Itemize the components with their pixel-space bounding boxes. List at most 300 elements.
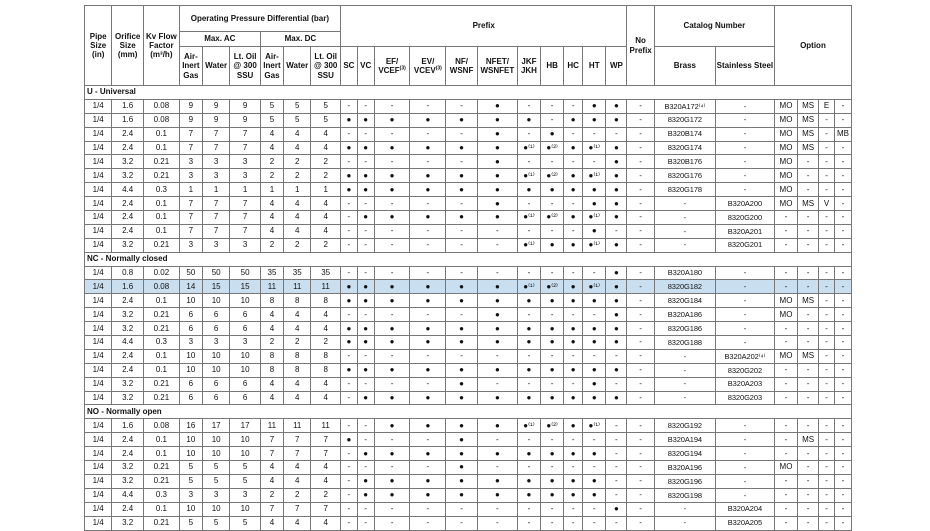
table-cell: - [834, 322, 851, 336]
table-cell: - [340, 516, 357, 530]
table-cell: - [564, 461, 583, 475]
table-cell: - [774, 238, 797, 252]
table-cell: ● [357, 280, 374, 294]
table-cell: ● [357, 141, 374, 155]
table-cell: ● [564, 474, 583, 488]
table-cell: - [583, 349, 606, 363]
table-cell: ● [374, 336, 410, 350]
table-cell: - [819, 224, 835, 238]
section-title: U - Universal [85, 86, 852, 100]
table-cell: - [715, 461, 774, 475]
table-cell: 0.08 [143, 280, 179, 294]
table-cell: - [357, 419, 374, 433]
table-cell: 2 [284, 169, 311, 183]
table-cell: - [715, 488, 774, 502]
table-cell: 8320G178 [654, 183, 715, 197]
table-cell: ● [357, 447, 374, 461]
table-cell: - [374, 238, 410, 252]
table-cell: - [654, 502, 715, 516]
table-cell: - [834, 363, 851, 377]
table-cell: 0.02 [143, 266, 179, 280]
table-cell: - [606, 516, 627, 530]
table-cell: ● [583, 224, 606, 238]
table-cell: ● [477, 197, 517, 211]
table-cell: 3 [202, 488, 229, 502]
table-cell: - [374, 197, 410, 211]
table-cell: - [374, 349, 410, 363]
table-cell: - [357, 155, 374, 169]
table-cell: ● [340, 141, 357, 155]
table-cell: - [819, 474, 835, 488]
table-cell: - [834, 377, 851, 391]
table-cell: ● [374, 141, 410, 155]
table-cell: - [606, 377, 627, 391]
table-cell: 15 [230, 280, 261, 294]
table-cell: - [410, 197, 446, 211]
table-cell: 8320G184 [654, 294, 715, 308]
table-cell: 3 [230, 155, 261, 169]
table-cell: 3.2 [112, 391, 144, 405]
table-cell: ● [564, 488, 583, 502]
table-cell: - [774, 377, 797, 391]
table-header [85, 6, 852, 86]
table-cell: 11 [260, 280, 283, 294]
table-cell: ● [446, 294, 478, 308]
table-cell: 11 [311, 280, 341, 294]
table-cell: 7 [202, 211, 229, 225]
table-cell: 2.4 [112, 502, 144, 516]
table-cell: ● [606, 266, 627, 280]
table-cell: - [541, 113, 564, 127]
table-cell: B320B176 [654, 155, 715, 169]
table-cell: - [517, 155, 540, 169]
table-cell: 3 [179, 336, 202, 350]
table-cell: - [715, 322, 774, 336]
table-cell: 1 [202, 183, 229, 197]
table-cell: 2.4 [112, 224, 144, 238]
table-cell: 1/4 [85, 266, 112, 280]
table-cell: 4 [311, 391, 341, 405]
table-cell: 4 [284, 211, 311, 225]
table-cell: 2.4 [112, 363, 144, 377]
table-cell: - [798, 155, 819, 169]
table-cell: - [357, 377, 374, 391]
table-cell: - [564, 349, 583, 363]
table-cell: ● [446, 336, 478, 350]
table-cell: - [654, 516, 715, 530]
table-cell: 8 [284, 363, 311, 377]
table-cell: 8 [260, 363, 283, 377]
table-cell: 4 [284, 197, 311, 211]
table-cell: MS [798, 113, 819, 127]
table-cell: ● [583, 377, 606, 391]
table-cell: 7 [260, 447, 283, 461]
section-header-row [85, 405, 852, 419]
header-no-prefix: No Prefix [627, 6, 654, 86]
header-prefix-wp: WP [606, 47, 627, 86]
table-cell: 8320G176 [654, 169, 715, 183]
table-cell: - [340, 211, 357, 225]
table-cell: 8 [260, 349, 283, 363]
table-cell: 3 [202, 169, 229, 183]
table-cell: 7 [179, 141, 202, 155]
table-cell: - [654, 349, 715, 363]
table-cell: - [627, 322, 654, 336]
table-row [85, 391, 852, 405]
table-cell: ● [606, 183, 627, 197]
table-cell: - [564, 127, 583, 141]
table-cell: 1/4 [85, 308, 112, 322]
table-cell: ● [564, 391, 583, 405]
table-cell: - [357, 349, 374, 363]
table-cell: ● [583, 363, 606, 377]
table-cell: 0.08 [143, 113, 179, 127]
table-cell: 7 [230, 141, 261, 155]
table-cell: ● [374, 391, 410, 405]
table-cell: - [446, 266, 478, 280]
table-cell: 4 [311, 322, 341, 336]
table-cell: - [798, 391, 819, 405]
table-cell: 0.21 [143, 391, 179, 405]
table-cell: - [834, 502, 851, 516]
table-cell: - [541, 224, 564, 238]
table-cell: - [627, 474, 654, 488]
table-cell: ●⁽¹⁾ [583, 238, 606, 252]
table-cell: ● [606, 211, 627, 225]
table-cell: ● [410, 447, 446, 461]
table-cell: - [774, 391, 797, 405]
table-cell: ● [583, 183, 606, 197]
table-cell: - [541, 99, 564, 113]
table-cell: - [627, 238, 654, 252]
table-cell: - [819, 280, 835, 294]
table-cell: - [410, 238, 446, 252]
table-cell: 1/4 [85, 113, 112, 127]
table-cell: - [374, 127, 410, 141]
table-cell: MO [774, 113, 797, 127]
table-cell: ● [606, 294, 627, 308]
table-cell: ● [340, 363, 357, 377]
table-cell: 1/4 [85, 224, 112, 238]
table-cell: ● [374, 419, 410, 433]
table-cell: ● [357, 113, 374, 127]
table-cell: 7 [311, 502, 341, 516]
table-row [85, 488, 852, 502]
table-cell: - [606, 349, 627, 363]
table-cell: 4 [284, 224, 311, 238]
table-cell: 1 [230, 183, 261, 197]
table-cell: - [819, 113, 835, 127]
table-cell: ● [410, 113, 446, 127]
table-cell: - [819, 127, 835, 141]
table-cell: 2 [260, 155, 283, 169]
header-pipe-size: Pipe Size (in) [85, 6, 112, 86]
table-cell: 4 [260, 224, 283, 238]
table-cell: MO [774, 99, 797, 113]
table-cell: - [819, 294, 835, 308]
table-cell: - [340, 447, 357, 461]
table-cell: ● [477, 474, 517, 488]
table-row [85, 419, 852, 433]
table-cell: - [627, 433, 654, 447]
table-cell: - [627, 502, 654, 516]
table-cell: 1/4 [85, 99, 112, 113]
table-cell: 4 [284, 308, 311, 322]
table-cell: - [564, 377, 583, 391]
header-prefix-hc: HC [564, 47, 583, 86]
table-cell: - [819, 266, 835, 280]
table-cell: - [798, 183, 819, 197]
table-cell: 0.21 [143, 308, 179, 322]
table-cell: ● [517, 322, 540, 336]
table-cell: 7 [179, 197, 202, 211]
table-cell: - [774, 488, 797, 502]
table-cell: - [583, 433, 606, 447]
table-cell: - [798, 447, 819, 461]
table-cell: 2 [284, 155, 311, 169]
table-cell: 4 [311, 461, 341, 475]
table-cell: - [583, 516, 606, 530]
table-cell: 4 [311, 474, 341, 488]
table-cell: MS [798, 349, 819, 363]
table-cell: 2.4 [112, 447, 144, 461]
table-cell: 3 [202, 155, 229, 169]
table-cell: 8320G172 [654, 113, 715, 127]
table-cell: 11 [260, 419, 283, 433]
table-cell: 0.1 [143, 349, 179, 363]
table-cell: MO [774, 461, 797, 475]
table-cell: ● [446, 113, 478, 127]
table-cell: 6 [202, 308, 229, 322]
table-cell: ● [477, 419, 517, 433]
table-cell: - [410, 502, 446, 516]
table-cell: - [477, 461, 517, 475]
table-cell: 2 [260, 336, 283, 350]
table-cell: ● [477, 99, 517, 113]
table-cell: ● [357, 169, 374, 183]
table-cell: 9 [202, 99, 229, 113]
table-cell: ● [410, 419, 446, 433]
table-cell: 1/4 [85, 155, 112, 169]
table-cell: ● [374, 211, 410, 225]
header-stainless: Stainless Steel [715, 47, 774, 86]
table-cell: ● [517, 391, 540, 405]
table-cell: ● [374, 474, 410, 488]
table-cell: - [654, 377, 715, 391]
table-cell: B320A202⁽⁴⁾ [715, 349, 774, 363]
table-cell: 7 [284, 433, 311, 447]
table-cell: 4 [260, 322, 283, 336]
table-row [85, 197, 852, 211]
table-cell: 3.2 [112, 155, 144, 169]
table-cell: - [627, 183, 654, 197]
table-cell: 1.6 [112, 113, 144, 127]
table-cell: 5 [230, 461, 261, 475]
table-cell: ● [606, 113, 627, 127]
table-cell: 8320G186 [654, 322, 715, 336]
table-cell: ● [477, 127, 517, 141]
table-cell: - [819, 183, 835, 197]
table-cell: 1/4 [85, 502, 112, 516]
table-cell: ● [583, 488, 606, 502]
table-cell: ● [606, 308, 627, 322]
section-header-row [85, 252, 852, 266]
table-cell: 8320G196 [654, 474, 715, 488]
table-cell: ● [477, 363, 517, 377]
header-prefix-jkf: JKF JKH [517, 47, 540, 86]
table-cell: ● [606, 391, 627, 405]
table-cell: - [374, 433, 410, 447]
table-cell: - [374, 155, 410, 169]
table-cell: 7 [260, 433, 283, 447]
table-row [85, 211, 852, 225]
table-row [85, 280, 852, 294]
table-cell: ● [517, 447, 540, 461]
table-cell: - [564, 502, 583, 516]
header-brass: Brass [654, 47, 715, 86]
table-cell: 2 [311, 488, 341, 502]
table-row [85, 266, 852, 280]
table-cell: - [627, 419, 654, 433]
table-row [85, 377, 852, 391]
table-cell: - [715, 169, 774, 183]
table-cell: - [819, 419, 835, 433]
table-cell: 1/4 [85, 141, 112, 155]
table-cell: ● [477, 308, 517, 322]
table-cell: - [834, 99, 851, 113]
table-cell: - [410, 99, 446, 113]
table-cell: 5 [284, 113, 311, 127]
table-cell: ● [374, 183, 410, 197]
table-cell: ● [541, 363, 564, 377]
table-cell: ● [446, 141, 478, 155]
table-cell: 3 [179, 155, 202, 169]
table-cell: 8 [260, 294, 283, 308]
table-cell: - [654, 197, 715, 211]
table-cell: - [715, 99, 774, 113]
table-cell: 0.1 [143, 447, 179, 461]
table-cell: 3 [179, 488, 202, 502]
table-cell: - [715, 433, 774, 447]
table-cell: - [834, 294, 851, 308]
table-cell: ● [583, 99, 606, 113]
table-cell: 8320G192 [654, 419, 715, 433]
table-cell: MO [774, 155, 797, 169]
table-cell: - [517, 224, 540, 238]
header-ac-water: Water [202, 47, 229, 86]
table-cell: - [627, 349, 654, 363]
table-cell: ● [517, 474, 540, 488]
header-dc-water: Water [284, 47, 311, 86]
table-cell: 1/4 [85, 363, 112, 377]
table-cell: - [340, 155, 357, 169]
table-cell: 7 [202, 224, 229, 238]
table-cell: - [834, 183, 851, 197]
table-cell: ● [357, 488, 374, 502]
table-cell: - [627, 516, 654, 530]
table-cell: - [774, 502, 797, 516]
table-cell: - [446, 224, 478, 238]
table-cell: 7 [179, 127, 202, 141]
table-cell: 4 [284, 461, 311, 475]
table-cell: - [834, 474, 851, 488]
table-cell: - [564, 308, 583, 322]
table-cell: ● [583, 322, 606, 336]
table-cell: ● [564, 336, 583, 350]
table-cell: - [374, 99, 410, 113]
table-cell: 1/4 [85, 238, 112, 252]
table-cell: ● [541, 294, 564, 308]
table-cell: ● [410, 141, 446, 155]
header-prefix-ht: HT [583, 47, 606, 86]
table-cell: ● [340, 336, 357, 350]
table-cell: - [819, 461, 835, 475]
table-cell: ● [477, 183, 517, 197]
table-cell: 14 [179, 280, 202, 294]
table-cell: - [819, 488, 835, 502]
table-cell: 7 [179, 224, 202, 238]
table-cell: 10 [230, 447, 261, 461]
table-cell: 0.1 [143, 127, 179, 141]
table-cell: 1/4 [85, 336, 112, 350]
table-cell: ● [564, 211, 583, 225]
table-cell: 6 [179, 322, 202, 336]
table-cell: 4 [311, 127, 341, 141]
table-cell: 1.6 [112, 99, 144, 113]
table-cell: ● [583, 336, 606, 350]
table-cell: 0.1 [143, 502, 179, 516]
table-cell: B320A200 [715, 197, 774, 211]
table-cell: - [446, 516, 478, 530]
table-cell: - [541, 308, 564, 322]
table-cell: 6 [230, 322, 261, 336]
table-cell: 2 [311, 336, 341, 350]
table-cell: - [834, 488, 851, 502]
table-cell: - [834, 461, 851, 475]
table-cell: - [446, 155, 478, 169]
table-cell: - [517, 127, 540, 141]
table-cell: 4 [260, 461, 283, 475]
table-cell: - [834, 155, 851, 169]
table-cell: ● [583, 474, 606, 488]
table-cell: ● [446, 447, 478, 461]
table-cell: - [798, 169, 819, 183]
table-cell: - [340, 99, 357, 113]
table-cell: - [541, 516, 564, 530]
table-cell: ● [583, 197, 606, 211]
table-cell: 8 [311, 363, 341, 377]
table-cell: 4 [311, 224, 341, 238]
table-cell: 0.08 [143, 99, 179, 113]
table-cell: 2.4 [112, 197, 144, 211]
header-max-dc: Max. DC [260, 32, 340, 47]
table-cell: 16 [179, 419, 202, 433]
table-cell: ● [340, 433, 357, 447]
table-cell: 0.1 [143, 433, 179, 447]
table-cell: ● [374, 322, 410, 336]
table-cell: 0.21 [143, 377, 179, 391]
table-cell: 1/4 [85, 183, 112, 197]
table-cell: - [357, 266, 374, 280]
table-cell: - [819, 377, 835, 391]
table-cell: ● [410, 211, 446, 225]
table-cell: - [446, 502, 478, 516]
table-cell: - [340, 474, 357, 488]
table-cell: MS [798, 197, 819, 211]
table-cell: ● [410, 474, 446, 488]
table-cell: B320A201 [715, 224, 774, 238]
section-header-row [85, 86, 852, 100]
